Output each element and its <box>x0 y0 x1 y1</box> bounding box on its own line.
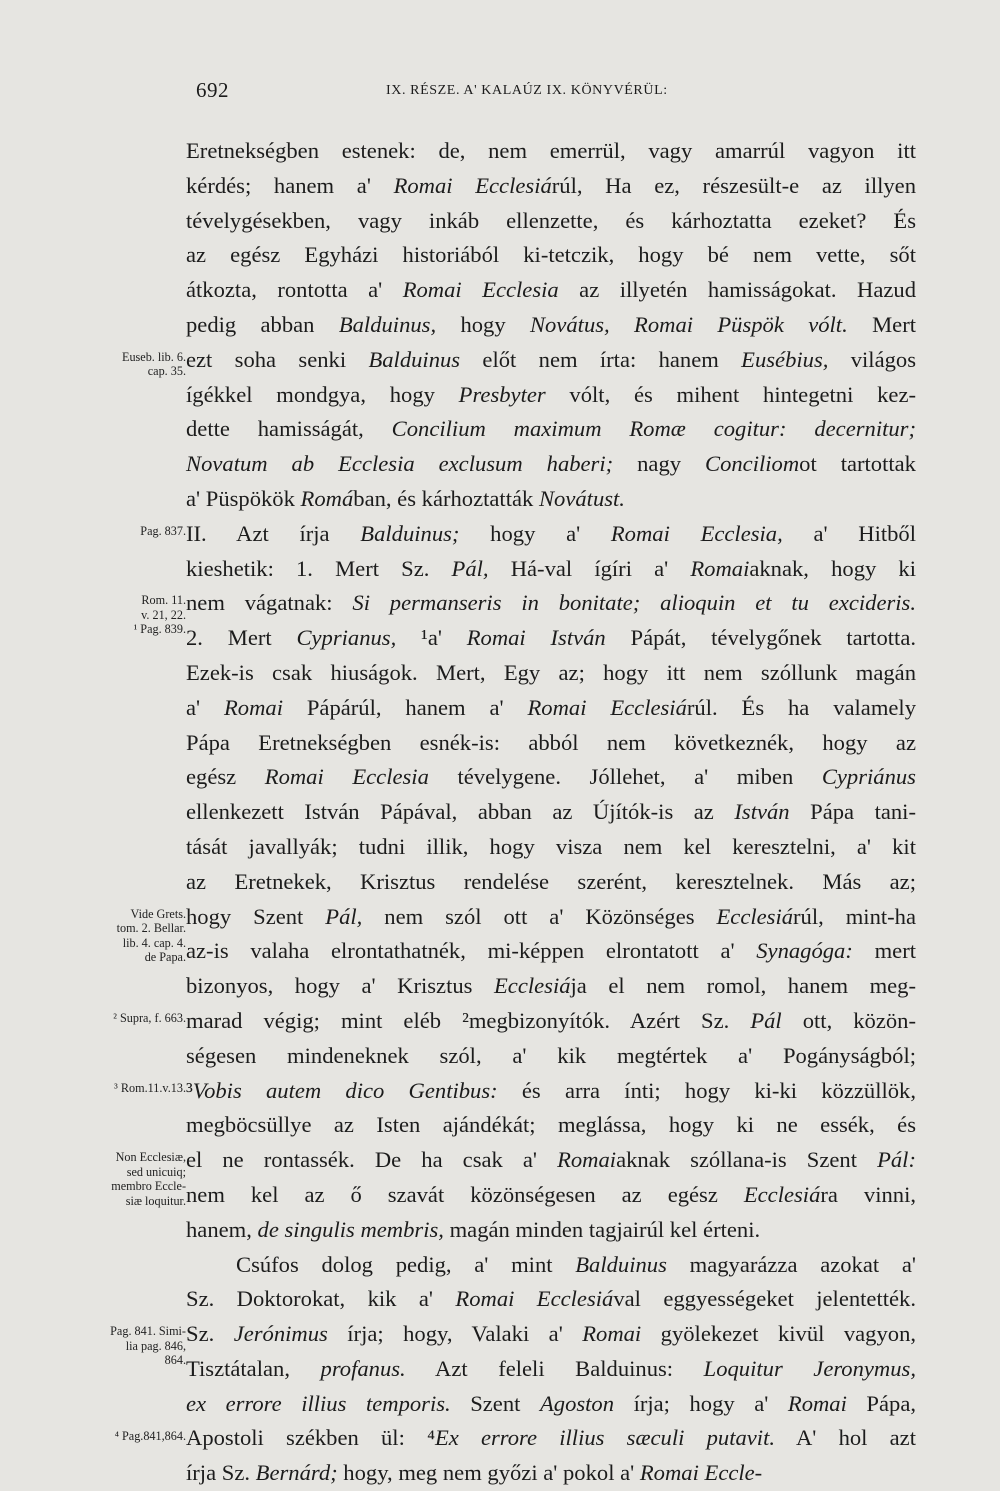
margin-note-line: lia pag. 846, <box>125 1338 186 1353</box>
text-run: Eretnekségben estenek: de, nem emerrül, vagy amarrúl vagyon itt <box>186 138 916 163</box>
text-run: az illyetén hamisságokat. Hazud <box>558 277 917 303</box>
text-run: ¹a' <box>396 625 467 651</box>
text-run: ban, és kárhoztatták <box>353 485 539 511</box>
text-run: Há-val ígíri a' <box>488 555 691 581</box>
text-run: nem kel az ő szavát közönségesen az egész <box>186 1181 744 1207</box>
text-run: megböcsüllye az Isten ajándékát; meglássa, hogy ki ne essék, és <box>186 1112 916 1138</box>
text-run: bizonyos, hogy a' Krisztus <box>186 973 494 999</box>
margin-note-line: Rom. 11. <box>141 593 186 608</box>
margin-note-line: Pag. 837. <box>140 523 186 538</box>
text-line <box>186 691 916 726</box>
italic-run: Bernárd; <box>255 1460 338 1486</box>
text-line <box>186 1213 916 1248</box>
text-line <box>186 308 916 343</box>
text-line <box>186 273 916 308</box>
margin-note <box>62 1150 186 1208</box>
text-run: 2. Mert <box>186 625 297 651</box>
italic-run: Presbyter <box>458 381 546 407</box>
italic-run: Synagóga: <box>756 938 853 964</box>
text-line <box>186 1317 916 1352</box>
text-run: Ezek-is csak hiuságok. Mert, Egy az; hogy itt nem szóllunk magán <box>186 659 916 685</box>
italic-run: Romai Ecclesia, <box>610 520 783 546</box>
text-run: rúl. És ha valamely <box>686 694 916 720</box>
text-run: magán minden tagjairúl kel érteni. <box>443 1216 761 1242</box>
margin-note-line: ² Supra, f. 663. <box>113 1011 186 1025</box>
text-line <box>186 621 916 656</box>
italic-run: Concilium maximum Romæ cogitur: decernitur; <box>391 416 916 442</box>
text-line <box>186 1456 916 1491</box>
italic-run: Balduinus, <box>338 311 437 337</box>
text-run: aknak szóllana-is Szent <box>616 1147 878 1173</box>
italic-run: Pál: <box>877 1147 916 1173</box>
margin-note-line: sed unicuiq; <box>126 1164 186 1179</box>
margin-note-line: ¹ Pag. 839. <box>133 622 186 637</box>
text-run: ot tartottak <box>799 451 916 477</box>
text-line <box>186 1248 916 1283</box>
margin-note <box>62 1011 186 1026</box>
italic-run: Novátus, Romai Püspök vólt. <box>529 311 848 337</box>
margin-note-line: 864. <box>164 1353 186 1368</box>
text-line <box>186 238 916 273</box>
italic-run: Balduinus <box>368 346 461 372</box>
italic-run: Conciliom <box>705 451 800 477</box>
running-title: IX. RÉSZE. A' KALAÚZ IX. KÖNYVÉRÜL: <box>386 83 668 98</box>
italic-run: Romai <box>690 555 750 581</box>
text-run: Pápát, tévelygőnek tartotta. <box>605 625 916 651</box>
margin-note <box>62 1429 186 1444</box>
italic-run: Ecclesiá <box>743 1181 821 1207</box>
text-line <box>186 1143 916 1178</box>
text-run: a' Püspökök <box>186 485 301 511</box>
italic-run: Novátust. <box>538 485 625 511</box>
italic-run: Balduinus; <box>360 520 460 546</box>
margin-note <box>62 593 186 637</box>
text-run: A' hol azt <box>775 1425 916 1451</box>
text-line <box>186 656 916 691</box>
text-run: előt nem írta: hanem <box>460 346 742 372</box>
italic-run: Cypriánus <box>821 764 916 790</box>
text-line <box>186 1352 916 1387</box>
text-run: hanem, <box>186 1216 258 1242</box>
margin-note-line: siæ loquitur. <box>125 1193 186 1208</box>
margin-note-line: v. 21, 22. <box>141 607 186 622</box>
margin-note <box>62 1324 186 1368</box>
text-run: nagy <box>613 451 706 477</box>
margin-note-line: lib. 4. cap. 4. <box>122 935 186 950</box>
text-run: ³ <box>186 1077 193 1103</box>
italic-run: Romá <box>300 485 354 511</box>
text-line <box>186 830 916 865</box>
text-line <box>186 586 916 621</box>
italic-run: profanus. <box>320 1355 406 1381</box>
margin-note-line: ³ Rom.11.v.13. <box>114 1080 186 1095</box>
text-run: Apostoli székben ül: ⁴ <box>186 1425 435 1451</box>
text-run: Mert <box>847 311 916 337</box>
text-line <box>186 1039 916 1074</box>
text-run: hogy Szent <box>186 903 326 929</box>
text-run: Pápárúl, hanem a' <box>282 694 528 720</box>
margin-note-line: Euseb. lib. 6. <box>122 349 186 364</box>
italic-run: Jerónimus <box>233 1321 328 1347</box>
text-run: nem vágatnak: <box>186 590 353 616</box>
margin-note <box>62 350 186 379</box>
margin-note <box>62 907 186 965</box>
text-run: Azt feleli Balduinus: <box>405 1355 704 1381</box>
page-number: 692 <box>196 78 229 102</box>
text-line <box>186 1074 916 1109</box>
text-run: világos <box>828 346 916 372</box>
margin-note-line: membro Eccle- <box>111 1179 186 1194</box>
margin-note-line: cap. 35. <box>147 364 186 379</box>
italic-run: Balduinus <box>575 1251 667 1277</box>
text-line <box>186 1108 916 1143</box>
text-run: átkozta, rontotta a' <box>186 277 403 303</box>
text-run: Sz. <box>186 1321 234 1347</box>
text-line <box>186 795 916 830</box>
text-run: egész <box>186 764 265 790</box>
text-run: hogy a' <box>459 520 611 546</box>
text-run: Csúfos dolog pedig, a' mint <box>236 1251 576 1277</box>
text-run: tását javallyák; tudni illik, hogy visza nem kel keresztelni, a' kit <box>186 833 916 859</box>
text-run: kérdés; hanem a' <box>186 172 394 198</box>
italic-run: Romai Ecclesiá <box>393 172 552 198</box>
italic-run: István <box>734 799 790 825</box>
text-run: Pápa Eretnekségben esnék-is: abból nem következnék, hogy az <box>186 729 916 755</box>
margin-note <box>62 1081 186 1096</box>
text-line <box>186 169 916 204</box>
text-run: tévelygésekben, vagy inkáb ellenzette, és kárhoztatta ezeket? És <box>186 207 916 233</box>
text-run: Pápa, <box>846 1390 917 1416</box>
text-run: Pápa tani- <box>789 799 916 825</box>
italic-run: Cyprianus, <box>296 625 397 651</box>
margin-note-line: tom. 2. Bellar. <box>116 921 186 936</box>
text-line <box>186 412 916 447</box>
italic-run: Romai Ecclesiá <box>527 694 687 720</box>
text-run: írja; hogy a' <box>614 1390 788 1416</box>
text-run: mert <box>852 938 916 964</box>
italic-run: Romai <box>582 1321 642 1347</box>
text-run: ígékkel mondgya, hogy <box>186 381 459 407</box>
italic-run: Eusébius, <box>741 346 829 372</box>
text-line <box>186 343 916 378</box>
text-run: magyarázza azokat a' <box>666 1251 916 1277</box>
text-run: Szent <box>450 1390 540 1416</box>
margin-note-line: Vide Grets. <box>130 906 186 921</box>
italic-run: Loquitur Jeronymus, <box>703 1355 916 1381</box>
italic-run: Agoston <box>539 1390 615 1416</box>
page-header <box>0 78 1000 108</box>
text-run: írja; hogy, Valaki a' <box>327 1321 583 1347</box>
text-line <box>186 1421 916 1456</box>
margin-note-line: Non Ecclesiæ, <box>115 1150 186 1165</box>
italic-run: Romai <box>787 1390 847 1416</box>
text-run: tévelygene. Jóllehet, a' miben <box>428 764 822 790</box>
italic-run: ex errore illius temporis. <box>186 1390 451 1416</box>
margin-note-line: de Papa. <box>144 950 186 965</box>
margin-note-line: ⁴ Pag.841,864. <box>114 1428 186 1443</box>
italic-run: Pál, <box>325 903 363 929</box>
text-line <box>186 552 916 587</box>
text-run: az Eretnekek, Krisztus rendelése szerént, keresztelnek. Más az; <box>186 868 916 894</box>
text-line <box>186 447 916 482</box>
italic-run: Ecclesiá <box>493 973 571 999</box>
italic-run: de singulis membris, <box>257 1216 444 1242</box>
text-run: ja el nem romol, hanem meg- <box>570 973 916 999</box>
italic-run: Romai Ecclesia <box>402 277 559 303</box>
text-line <box>186 865 916 900</box>
text-line <box>186 204 916 239</box>
text-run: ra vinni, <box>820 1181 916 1207</box>
italic-run: Vobis autem dico Gentibus: <box>192 1077 498 1103</box>
text-run: és arra ínti; hogy ki-ki közzüllök, <box>497 1077 916 1103</box>
text-run: rúl, mint-ha <box>793 903 916 929</box>
text-run: ezt soha senki <box>186 346 369 372</box>
text-line <box>186 900 916 935</box>
text-run: el ne rontassék. De ha csak a' <box>186 1147 558 1173</box>
text-line <box>186 726 916 761</box>
text-line <box>186 1004 916 1039</box>
text-run: rúl, Ha ez, részesült-e az illyen <box>551 172 916 198</box>
text-run: ségesen mindeneknek szól, a' kik megtértek a' Pogányságból; <box>186 1042 916 1068</box>
text-line <box>186 517 916 552</box>
italic-run: Romai <box>557 1147 617 1173</box>
text-run: írja Sz. <box>186 1460 256 1486</box>
text-run: II. Azt írja <box>186 520 361 546</box>
italic-run: Romai Ecclesiá <box>455 1286 614 1312</box>
text-run: pedig abban <box>186 311 339 337</box>
italic-run: Romai István <box>466 625 606 651</box>
italic-run: Ecclesiá <box>716 903 794 929</box>
text-run: kieshetik: 1. Mert Sz. <box>186 555 452 581</box>
italic-run: Novatum ab Ecclesia exclusum haberi; <box>186 451 614 477</box>
text-run: hogy <box>436 311 530 337</box>
text-run: ellenkezett István Pápával, abban az Újítók-is az <box>186 799 735 825</box>
text-run: nem szól ott a' Közönséges <box>362 903 717 929</box>
text-run: Sz. Doktorokat, kik a' <box>186 1286 456 1312</box>
italic-run: Ex errore illius sæculi putavit. <box>434 1425 776 1451</box>
text-run: hogy, meg nem győzi a' pokol a' <box>337 1460 640 1486</box>
text-run: a' Hitből <box>782 520 916 546</box>
text-line <box>186 760 916 795</box>
text-run: az egész Egyházi historiából ki-tetczik, hogy bé nem vette, sőt <box>186 242 916 268</box>
italic-run: Pál, <box>451 555 489 581</box>
body-text <box>186 134 916 1491</box>
text-run: val eggyességeket jelentették. <box>613 1286 916 1312</box>
margin-note <box>62 524 186 539</box>
text-run: marad végig; mint eléb ²megbizonyítók. Azért Sz. <box>186 1007 751 1033</box>
text-run: gyölekezet kivül vagyon, <box>641 1321 917 1347</box>
text-line <box>186 1282 916 1317</box>
text-run: vólt, és mihent hintegetni kez- <box>545 381 917 407</box>
italic-run: Si permanseris in bonitate; alioquin et tu excideris. <box>352 590 916 616</box>
text-line <box>186 378 916 413</box>
italic-run: Romai <box>223 694 283 720</box>
text-line <box>186 134 916 169</box>
italic-run: Romai Ecclesia <box>264 764 429 790</box>
text-run: az-is valaha elrontathatnék, mi-képpen elrontatott a' <box>186 938 757 964</box>
text-line <box>186 482 916 517</box>
text-run: a' <box>186 694 224 720</box>
text-run: dette hamisságát, <box>186 416 392 442</box>
text-line <box>186 934 916 969</box>
text-run: ott, közön- <box>781 1007 916 1033</box>
text-line <box>186 969 916 1004</box>
margin-note-line: Pag. 841. Simi- <box>110 1324 186 1339</box>
text-run: aknak, hogy ki <box>749 555 916 581</box>
italic-run: Pál <box>750 1007 782 1033</box>
text-line <box>186 1178 916 1213</box>
text-run: Tisztátalan, <box>186 1355 321 1381</box>
text-line <box>186 1387 916 1422</box>
italic-run: Romai Eccle- <box>639 1460 763 1486</box>
